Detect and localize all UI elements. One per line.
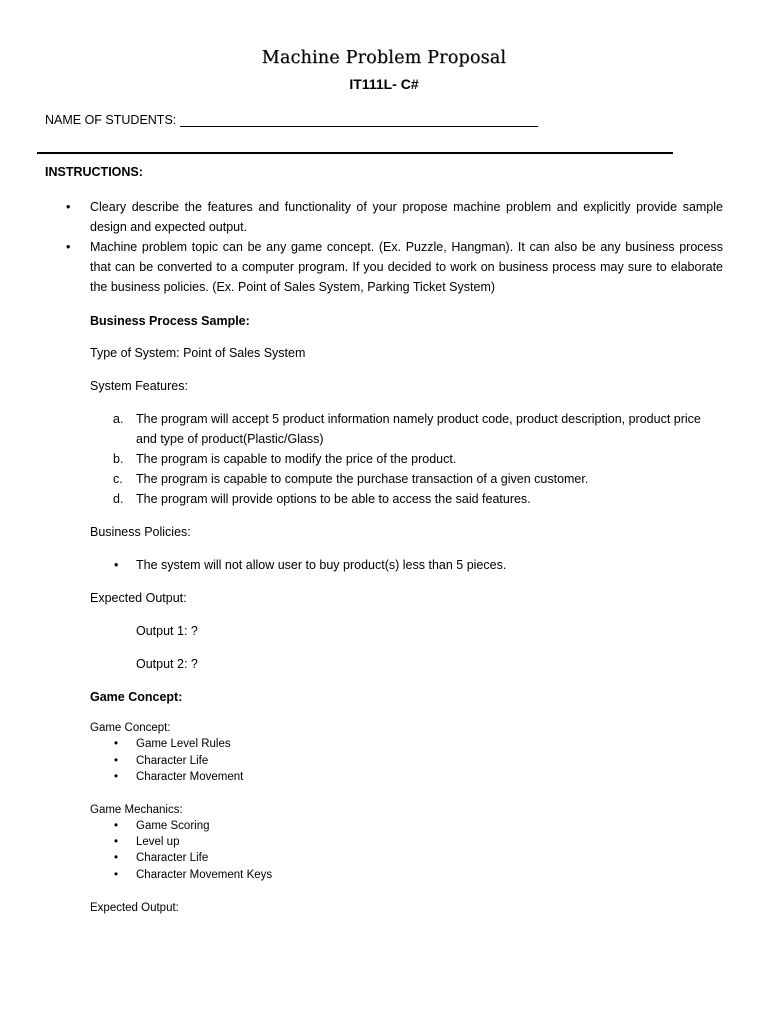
output-item: Output 1: ? bbox=[136, 624, 198, 638]
feature-item bbox=[113, 489, 724, 509]
features-label: System Features: bbox=[90, 379, 188, 393]
feature-marker: d. bbox=[113, 492, 124, 506]
game-concept-item: • Game Level Rules bbox=[136, 736, 231, 752]
game-mechanics-label: Game Mechanics: bbox=[90, 804, 183, 816]
names-blank-line bbox=[180, 126, 538, 127]
game-heading: Game Concept: bbox=[90, 690, 183, 704]
game-mechanics-item: • Character Life bbox=[136, 850, 208, 866]
feature-text: The program will provide options to be able to access the said features. bbox=[136, 492, 531, 506]
policies-label: Business Policies: bbox=[90, 525, 191, 539]
feature-marker: a. bbox=[113, 412, 124, 426]
business-heading: Business Process Sample: bbox=[90, 314, 250, 328]
feature-marker: c. bbox=[113, 472, 123, 486]
game-concept-item: • Character Life bbox=[136, 753, 208, 769]
course-code: IT111L- C# bbox=[349, 76, 419, 92]
feature-text: The program will accept 5 product information namely product code, product description, product price and type of product(Plastic/Glass) bbox=[136, 412, 701, 446]
game-concept-item: • Character Movement bbox=[136, 769, 243, 785]
output-item: Output 2: ? bbox=[136, 657, 198, 671]
feature-text: The program is capable to modify the price of the product. bbox=[136, 452, 457, 466]
feature-item bbox=[113, 409, 724, 449]
instruction-item: • Cleary describe the features and functionality of your propose machine problem and explicitly provide sample design and expected output. bbox=[90, 197, 723, 237]
expected-output-label: Expected Output: bbox=[90, 591, 187, 605]
game-expected-output-label: Expected Output: bbox=[90, 902, 179, 914]
feature-item bbox=[113, 469, 724, 489]
game-mechanics-item: • Character Movement Keys bbox=[136, 867, 272, 883]
instruction-item: • Machine problem topic can be any game concept. (Ex. Puzzle, Hangman). It can also be any business process that can be converted to a computer program. If you decided to work on business process may sure to elaborate the business policies. (Ex. Point of Sales System, Parking Ticket System) bbox=[90, 237, 723, 297]
document-title: Machine Problem Proposal bbox=[261, 48, 507, 68]
names-label: NAME OF STUDENTS: bbox=[45, 113, 177, 127]
game-concept-label: Game Concept: bbox=[90, 722, 171, 734]
game-mechanics-item: • Game Scoring bbox=[136, 818, 210, 834]
feature-text: The program is capable to compute the purchase transaction of a given customer. bbox=[136, 472, 589, 486]
section-divider bbox=[37, 152, 673, 154]
system-type: Type of System: Point of Sales System bbox=[90, 346, 306, 360]
policy-item: • The system will not allow user to buy product(s) less than 5 pieces. bbox=[136, 555, 506, 575]
feature-item bbox=[113, 449, 724, 469]
instructions-label: INSTRUCTIONS: bbox=[45, 165, 143, 179]
feature-marker: b. bbox=[113, 452, 124, 466]
game-mechanics-item: • Level up bbox=[136, 834, 179, 850]
